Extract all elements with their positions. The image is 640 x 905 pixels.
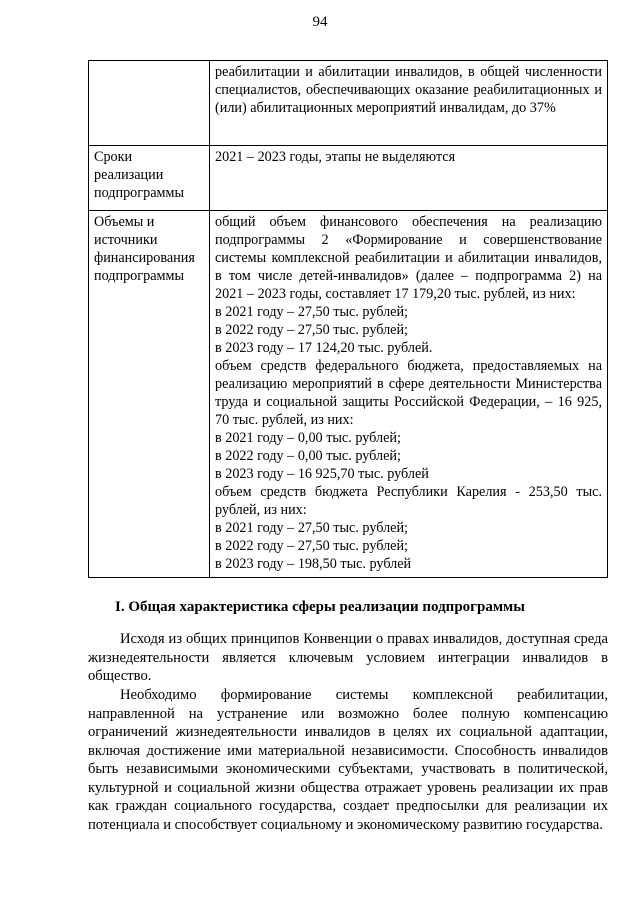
row-label-terms: Сроки реализации подпрограммы (89, 146, 210, 211)
terms-text: 2021 – 2023 годы, этапы не выделяются (210, 146, 608, 211)
page-number: 94 (312, 14, 328, 30)
funding-line: в 2021 году – 0,00 тыс. рублей; (215, 430, 401, 446)
funding-line: в 2022 году – 0,00 тыс. рублей; (215, 448, 401, 464)
table-row (89, 211, 608, 578)
funding-line: в 2023 году – 198,50 тыс. рублей (215, 556, 412, 572)
table-row (89, 61, 608, 146)
funding-line: в 2022 году – 27,50 тыс. рублей; (215, 538, 408, 554)
funding-cell (210, 211, 608, 578)
row-label-funding: Объемы и источники финансирования подпрограммы (89, 211, 210, 578)
subprogram-passport-table (88, 60, 608, 578)
body-paragraph: Исходя из общих принципов Конвенции о правах инвалидов, доступная среда жизнедеятельности является ключевым условием интеграции инвалидов в общество. (88, 631, 608, 684)
section-heading: I. Общая характеристика сферы реализации подпрограммы (115, 599, 525, 615)
funding-line: в 2021 году – 27,50 тыс. рублей; (215, 520, 408, 536)
regional-budget-text: объем средств бюджета Республики Карелия - 253,50 тыс. рублей, из них: (215, 484, 602, 518)
indicator-text: реабилитации и абилитации инвалидов, в общей численности специалистов, обеспечивающих оказание реабилитационных и (или) абилитационных мероприятий инвалидам, до 37% (210, 61, 608, 146)
funding-line: в 2023 году – 17 124,20 тыс. рублей. (215, 340, 433, 356)
federal-budget-text: объем средств федерального бюджета, предоставляемых на реализацию мероприятий в сфере деятельности Министерства труда и социальной защиты Российской Федерации, – 16 925, 70 тыс. рублей, из них: (215, 358, 602, 428)
body-paragraph: Необходимо формирование системы комплексной реабилитации, направленной на устранение или возможно более полную компенсацию ограничений жизнедеятельности инвалидов в целях их социальной адаптации, включая достижение ими материальной независимости. Способность инвалидов быть независимыми экономическими субъектами, участвовать в политической, культурной и социальной жизни общества отражает уровень реализации их прав как граждан социального государства, создает предпосылки для реализации их потенциала и способствует социальному и экономическому развитию государства. (88, 687, 608, 833)
row-label-empty (89, 61, 210, 146)
funding-line: в 2022 году – 27,50 тыс. рублей; (215, 322, 408, 338)
funding-total-text: общий объем финансового обеспечения на реализацию подпрограммы 2 «Формирование и совершенствование системы комплексной реабилитации и абилитации инвалидов, в том числе детей-инвалидов» (далее – подпрограмма 2) на 2021 – 2023 годы, составляет 17 179,20 тыс. рублей, из них: (215, 214, 602, 302)
table-row (89, 146, 608, 211)
funding-line: в 2021 году – 27,50 тыс. рублей; (215, 304, 408, 320)
funding-line: в 2023 году – 16 925,70 тыс. рублей (215, 466, 429, 482)
